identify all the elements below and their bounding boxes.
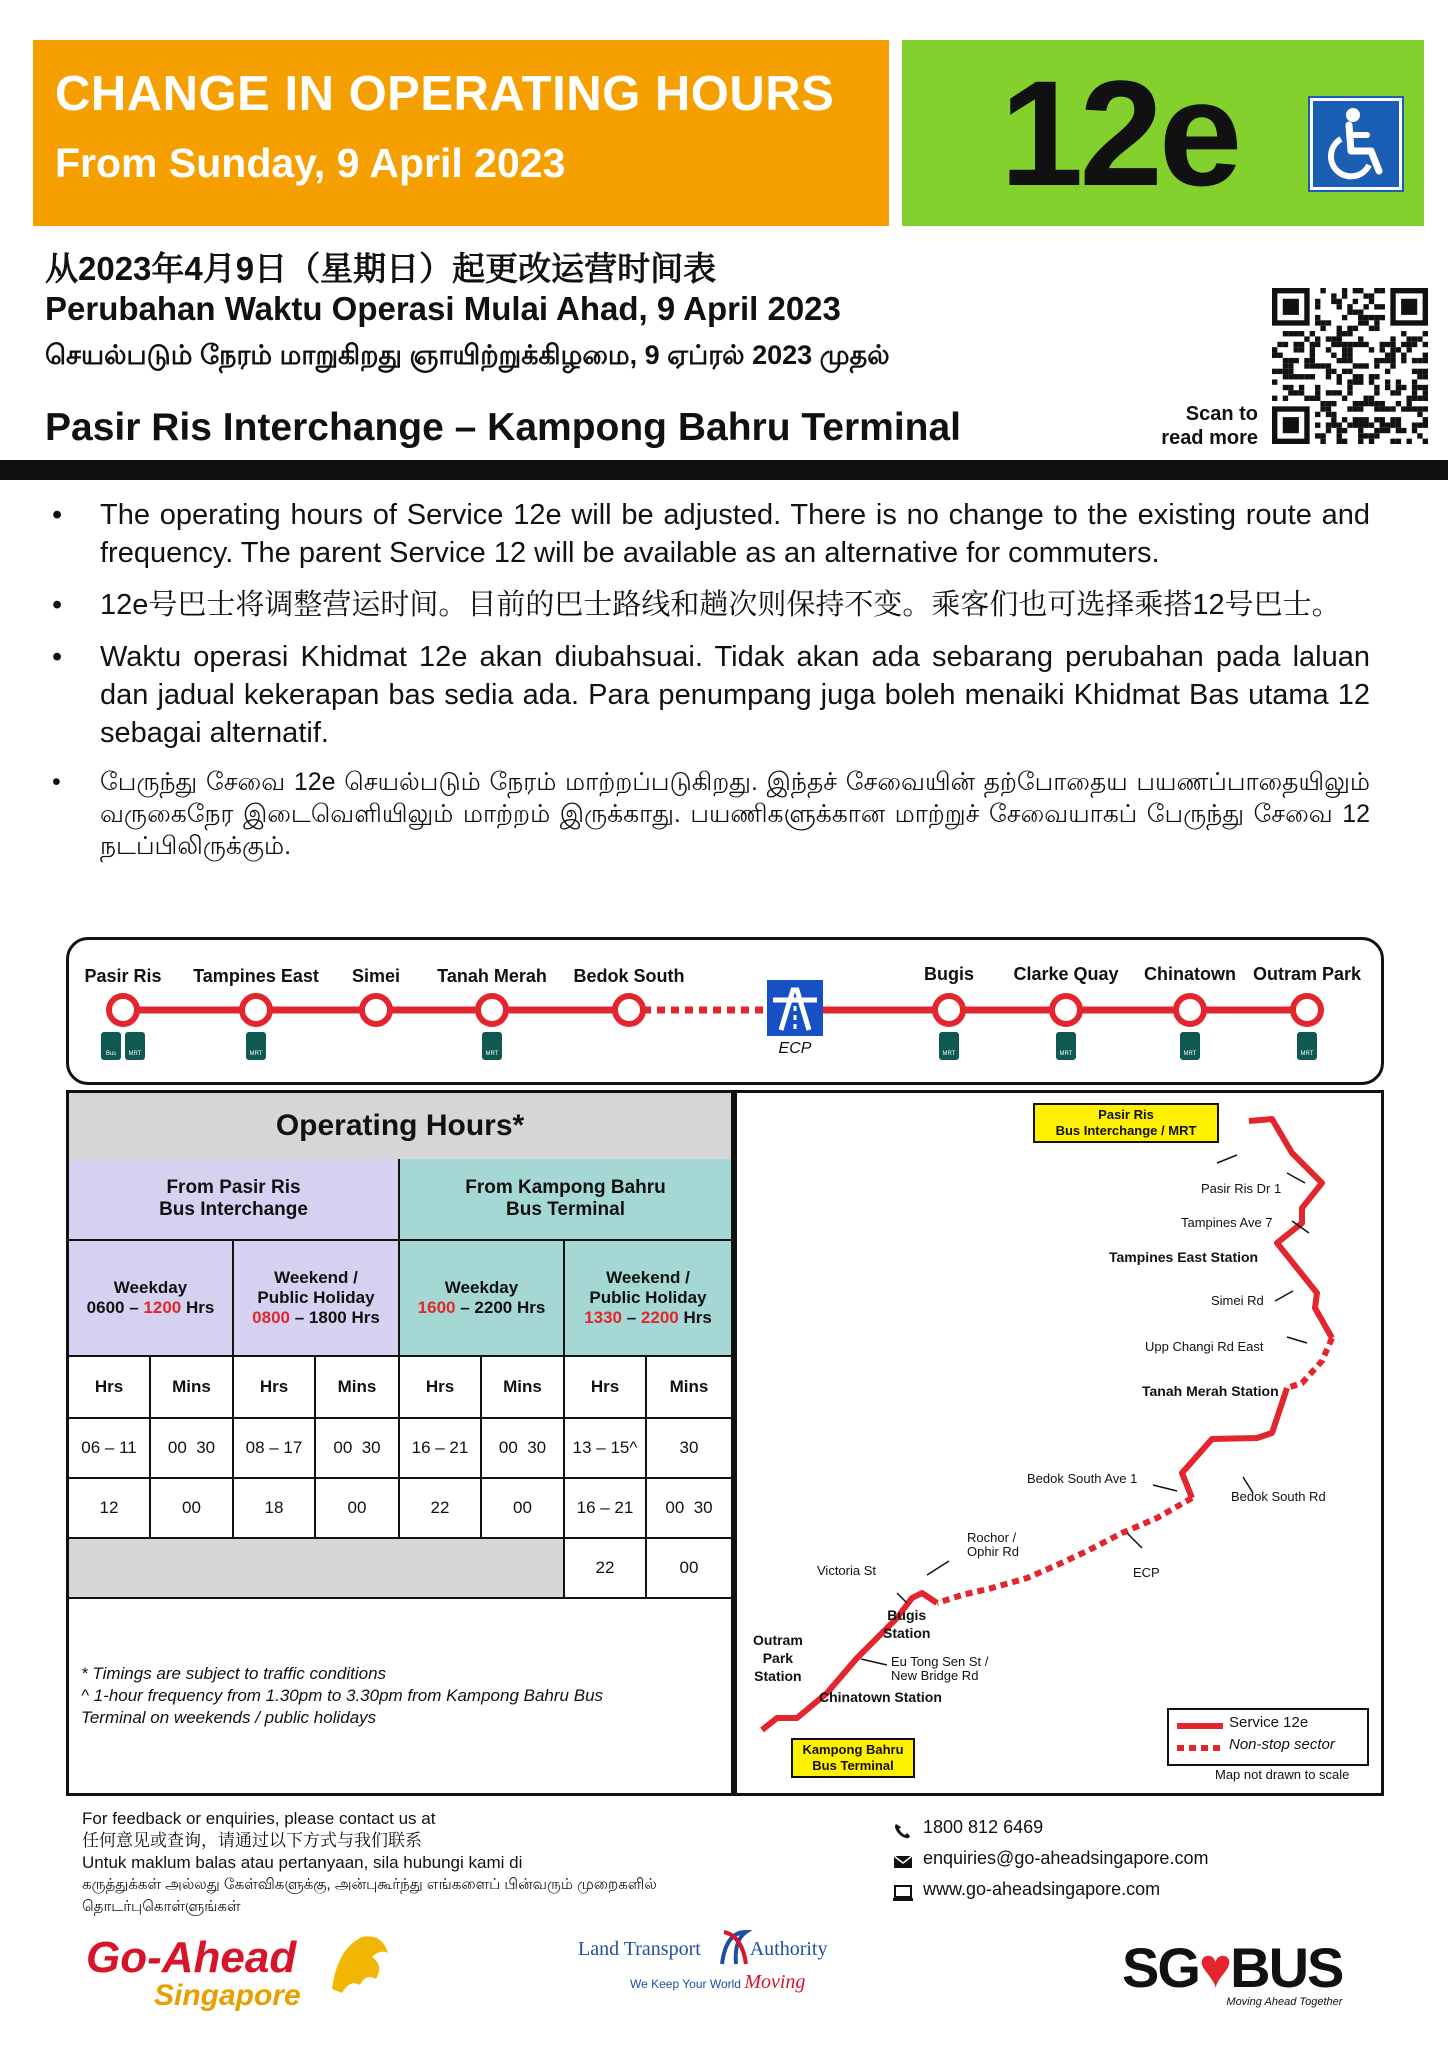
stop-marker xyxy=(612,993,646,1027)
map-label-chinatown: Chinatown Station xyxy=(819,1689,942,1705)
kb-weekend-header xyxy=(565,1241,731,1357)
lta-tagline-moving: Moving xyxy=(744,1971,806,1993)
lta-logo-text-2: Authority xyxy=(749,1938,828,1960)
ecp-label: ECP xyxy=(778,1040,812,1057)
header-divider xyxy=(0,460,1448,480)
route-map-lines xyxy=(737,1093,1381,1793)
map-label-tanah-merah: Tanah Merah Station xyxy=(1142,1383,1279,1399)
contact-website[interactable] xyxy=(893,1874,1208,1905)
timetable-cell: 30 xyxy=(647,1419,731,1479)
bullet-tamil: • பேருந்து சேவை 12e செயல்படும் நேரம் மாற்றப்படுகிறது. இந்தச் சேவையின் தற்போதைய பயணப்பாதையிலும் வருகைநேர இடைவெளியிலும் மாற்றம் இருக்காது. பயணிகளுக்கான மாற்றுச் சேவையாகப் பேருந்து சேவை 12 நடப்பிலிருக்கும். xyxy=(52,768,1370,860)
stop-outram-park: Outram Park xyxy=(1252,964,1362,984)
kampong-bahru-terminal-box: Kampong Bahru Bus Terminal xyxy=(791,1738,915,1778)
timetable-cell: 08 – 17 xyxy=(234,1419,316,1479)
footnotes xyxy=(81,1663,603,1729)
ecp-expressway-icon xyxy=(767,980,823,1036)
lta-logo-text: Land Transport xyxy=(578,1938,701,1960)
notice-effective-date: From Sunday, 9 April 2023 xyxy=(55,140,566,186)
stop-simei: Simei xyxy=(351,966,401,986)
operating-hours-table xyxy=(66,1090,734,1796)
bus-interchange-icon: Bus xyxy=(101,1032,121,1060)
col-header-hrs: Hrs xyxy=(400,1357,482,1419)
timetable-cell: 00 xyxy=(316,1479,400,1539)
pr-weekend-header xyxy=(234,1241,400,1357)
col-header-mins: Mins xyxy=(482,1357,565,1419)
col-header-hrs: Hrs xyxy=(234,1357,316,1419)
footnote-frequency-cont: Terminal on weekends / public holidays xyxy=(81,1708,377,1727)
bullet-text: Waktu operasi Khidmat 12e akan diubahsuai. Tidak akan ada sebarang perubahan pada laluan dan jadual kekerapan bas sedia ada. Para penumpang juga boleh menaiki Khidmat Bas utama 12 sebagai alternatif. xyxy=(100,641,1370,749)
timetable-cell: 00 30 xyxy=(482,1419,565,1479)
kb-weekday-times: 1600 – 2200 Hrs xyxy=(417,1298,546,1317)
timetable-cell: 06 – 11 xyxy=(69,1419,151,1479)
feedback-malay: Untuk maklum balas atau pertanyaan, sila hubungi kami di xyxy=(82,1853,523,1872)
mrt-icon: MRT xyxy=(246,1032,266,1060)
bullet-text: பேருந்து சேவை 12e செயல்படும் நேரம் மாற்றப்படுகிறது. இந்தச் சேவையின் தற்போதைய பயணப்பாதையிலும் வருகைநேர இடைவெளியிலும் மாற்றம் இருக்காது. பயணிகளுக்கான மாற்றுச் சேவையாகப் பேருந்து சேவை 12 நடப்பிலிருக்கும். xyxy=(100,768,1370,860)
map-label-upp-changi: Upp Changi Rd East xyxy=(1145,1339,1264,1354)
stop-tanah-merah: Tanah Merah xyxy=(437,966,547,986)
pasir-ris-interchange-box: Pasir Ris Bus Interchange / MRT xyxy=(1033,1103,1219,1143)
timetable-cell: 13 – 15^ xyxy=(565,1419,647,1479)
wheelchair-accessible-icon xyxy=(1310,98,1402,190)
col-header-mins: Mins xyxy=(151,1357,234,1419)
empty-gray-cell xyxy=(69,1539,565,1599)
route-map xyxy=(734,1090,1384,1796)
feedback-tamil-cont: தொடர்புகொள்ளுங்கள் xyxy=(82,1898,241,1915)
timetable-cell: 00 30 xyxy=(316,1419,400,1479)
feedback-english: For feedback or enquiries, please contact us at xyxy=(82,1809,436,1828)
bullet-malay: • Waktu operasi Khidmat 12e akan diubahsuai. Tidak akan ada sebarang perubahan pada laluan dan jadual kekerapan bas sedia ada. Para penumpang juga boleh menaiki Khidmat Bas utama 12 sebagai alternatif. xyxy=(52,641,1370,749)
timetable-cell: 00 30 xyxy=(151,1419,234,1479)
map-label-eu-tong-sen: Eu Tong Sen St / New Bridge Rd xyxy=(891,1654,989,1683)
mrt-icon: MRT xyxy=(1297,1032,1317,1060)
col-header-mins: Mins xyxy=(647,1357,731,1419)
stop-marker xyxy=(932,993,966,1027)
weekday-label: Weekday xyxy=(444,1278,519,1297)
phone-icon xyxy=(893,1819,913,1837)
computer-icon xyxy=(893,1881,913,1899)
bullet-chinese: • 12e号巴士将调整营运时间。目前的巴士路线和趟次则保持不变。乘客们也可选择乘搭12号巴士。 xyxy=(52,589,1341,621)
timetable-cell: 12 xyxy=(69,1479,151,1539)
footnote-frequency: ^ 1-hour frequency from 1.30pm to 3.30pm from Kampong Bahru Bus xyxy=(81,1686,604,1705)
contact-email[interactable] xyxy=(893,1843,1208,1874)
stop-bedok-south: Bedok South xyxy=(573,966,685,986)
timetable-cell: 16 – 21 xyxy=(400,1419,482,1479)
scan-prompt xyxy=(1140,402,1258,450)
header-from-kampong-bahru: From Kampong Bahru Bus Terminal xyxy=(400,1159,731,1241)
weekend-label: Weekend / Public Holiday xyxy=(257,1268,375,1307)
timetable-cell: 22 xyxy=(565,1539,647,1599)
pr-weekday-times: 0600 – 1200 Hrs xyxy=(86,1298,215,1317)
sgbus-tagline: Moving Ahead Together xyxy=(1226,1996,1343,2008)
bullet-english: • The operating hours of Service 12e will be adjusted. There is no change to the existing route and frequency. The parent Service 12 will be available as an alternative for commuters. xyxy=(52,499,1370,569)
heart-icon: ♥ xyxy=(1198,1936,1231,1999)
lta-logo xyxy=(578,1938,827,1994)
map-legend xyxy=(1167,1708,1369,1766)
weekday-label: Weekday xyxy=(113,1278,188,1297)
feedback-chinese: 任何意见或查询，请通过以下方式与我们联系 xyxy=(82,1831,422,1850)
map-label-simei-rd: Simei Rd xyxy=(1211,1293,1264,1308)
map-label-bugis: Bugis Station xyxy=(883,1607,931,1641)
mrt-icon: MRT xyxy=(482,1032,502,1060)
weekend-label: Weekend / Public Holiday xyxy=(589,1268,707,1307)
route-title: Pasir Ris Interchange – Kampong Bahru Terminal xyxy=(45,406,962,449)
sgbus-logo xyxy=(1122,1936,1343,2008)
map-label-pasir-ris-dr1: Pasir Ris Dr 1 xyxy=(1201,1181,1282,1196)
mrt-icon: MRT xyxy=(1056,1032,1076,1060)
contact-block xyxy=(893,1812,1208,1905)
subtitle-chinese: 从2023年4月9日（星期日）起更改运营时间表 xyxy=(45,250,717,287)
map-label-tampines-ave7: Tampines Ave 7 xyxy=(1181,1215,1273,1230)
sgbus-logo-sg: SG xyxy=(1122,1936,1199,1999)
timetable-cell: 00 xyxy=(647,1539,731,1599)
kb-weekend-times: 1330 – 2200 Hrs xyxy=(584,1308,712,1327)
timetable-cell: 18 xyxy=(234,1479,316,1539)
phone-number: 1800 812 6469 xyxy=(923,1817,1044,1837)
lta-swirl-icon xyxy=(714,1926,754,1968)
scan-line2: read more xyxy=(1161,427,1258,449)
lta-tagline: We Keep Your World xyxy=(630,1977,741,1991)
email-icon xyxy=(893,1850,913,1868)
go-ahead-logo-sub: Singapore xyxy=(154,1979,301,2012)
website-url: www.go-aheadsingapore.com xyxy=(923,1879,1161,1899)
timetable-cell: 16 – 21 xyxy=(565,1479,647,1539)
feedback-tamil: கருத்துக்கள் அல்லது கேள்விகளுக்கு, அன்புகூர்ந்து எங்களைப் பின்வரும் முறைகளில் xyxy=(82,1876,657,1893)
map-label-bedok-south-ave1: Bedok South Ave 1 xyxy=(1027,1471,1138,1486)
timetable-cell: 00 xyxy=(151,1479,234,1539)
col-header-hrs: Hrs xyxy=(565,1357,647,1419)
kb-weekday-header xyxy=(400,1241,565,1357)
map-label-outram: Outram Park Station xyxy=(753,1632,803,1684)
route-strip xyxy=(66,937,1384,1085)
pr-weekend-times: 0800 – 1800 Hrs xyxy=(252,1308,380,1327)
notice-title: CHANGE IN OPERATING HOURS xyxy=(55,67,835,121)
bullet-text: 12e号巴士将调整营运时间。目前的巴士路线和趟次则保持不变。乘客们也可选择乘搭12号巴士。 xyxy=(100,589,1341,621)
stop-marker xyxy=(239,993,273,1027)
contact-phone[interactable] xyxy=(893,1812,1208,1843)
stop-marker xyxy=(359,993,393,1027)
stop-chinatown: Chinatown xyxy=(1144,964,1236,984)
lion-icon xyxy=(322,1929,392,2001)
stop-marker xyxy=(1173,993,1207,1027)
stop-tampines-east: Tampines East xyxy=(193,966,319,986)
subtitle-malay: Perubahan Waktu Operasi Mulai Ahad, 9 April 2023 xyxy=(45,290,841,327)
col-header-hrs: Hrs xyxy=(69,1357,151,1419)
go-ahead-logo-text: Go-Ahead xyxy=(86,1933,297,1982)
header-from-pasir-ris: From Pasir Ris Bus Interchange xyxy=(69,1159,400,1241)
email-address: enquiries@go-aheadsingapore.com xyxy=(923,1848,1209,1868)
timetable-cell: 00 30 xyxy=(647,1479,731,1539)
stop-marker xyxy=(475,993,509,1027)
map-label-tampines-east: Tampines East Station xyxy=(1109,1249,1259,1265)
mrt-icon: MRT xyxy=(939,1032,959,1060)
stop-marker xyxy=(106,993,140,1027)
go-ahead-logo xyxy=(86,1935,301,2011)
operating-hours-title: Operating Hours* xyxy=(69,1093,731,1161)
stop-marker xyxy=(1290,993,1324,1027)
map-label-ecp: ECP xyxy=(1133,1565,1160,1580)
stop-clarke-quay: Clarke Quay xyxy=(1013,964,1119,984)
scan-line1: Scan to xyxy=(1185,403,1258,425)
bullet-text: The operating hours of Service 12e will be adjusted. There is no change to the existing route and frequency. The parent Service 12 will be available as an alternative for commuters. xyxy=(100,499,1370,569)
stop-pasir-ris: Pasir Ris xyxy=(84,966,162,986)
map-label-bedok-south-rd: Bedok South Rd xyxy=(1231,1489,1326,1504)
stop-bugis: Bugis xyxy=(923,964,975,984)
map-label-victoria: Victoria St xyxy=(817,1563,877,1578)
service-number: 12e xyxy=(1000,49,1239,217)
legend-service: Service 12e xyxy=(1229,1714,1309,1731)
timetable-cell: 00 xyxy=(482,1479,565,1539)
stop-marker xyxy=(1049,993,1083,1027)
pr-weekday-header xyxy=(69,1241,234,1357)
map-scale-note: Map not drawn to scale xyxy=(1215,1767,1350,1782)
sgbus-logo-bus: BUS xyxy=(1230,1936,1343,1999)
legend-nonstop: Non-stop sector xyxy=(1229,1736,1335,1753)
col-header-mins: Mins xyxy=(316,1357,400,1419)
feedback-block xyxy=(82,1808,657,1918)
mrt-icon: MRT xyxy=(1180,1032,1200,1060)
subtitle-tamil: செயல்படும் நேரம் மாறுகிறது ஞாயிற்றுக்கிழமை, 9 ஏப்ரல் 2023 முதல் xyxy=(45,340,890,370)
map-label-rochor: Rochor / Ophir Rd xyxy=(967,1530,1020,1559)
footnote-traffic: * Timings are subject to traffic conditions xyxy=(81,1664,387,1683)
qr-code[interactable] xyxy=(1272,288,1428,444)
notice-bullets xyxy=(50,496,1370,876)
timetable-cell: 22 xyxy=(400,1479,482,1539)
mrt-icon: MRT xyxy=(125,1032,145,1060)
